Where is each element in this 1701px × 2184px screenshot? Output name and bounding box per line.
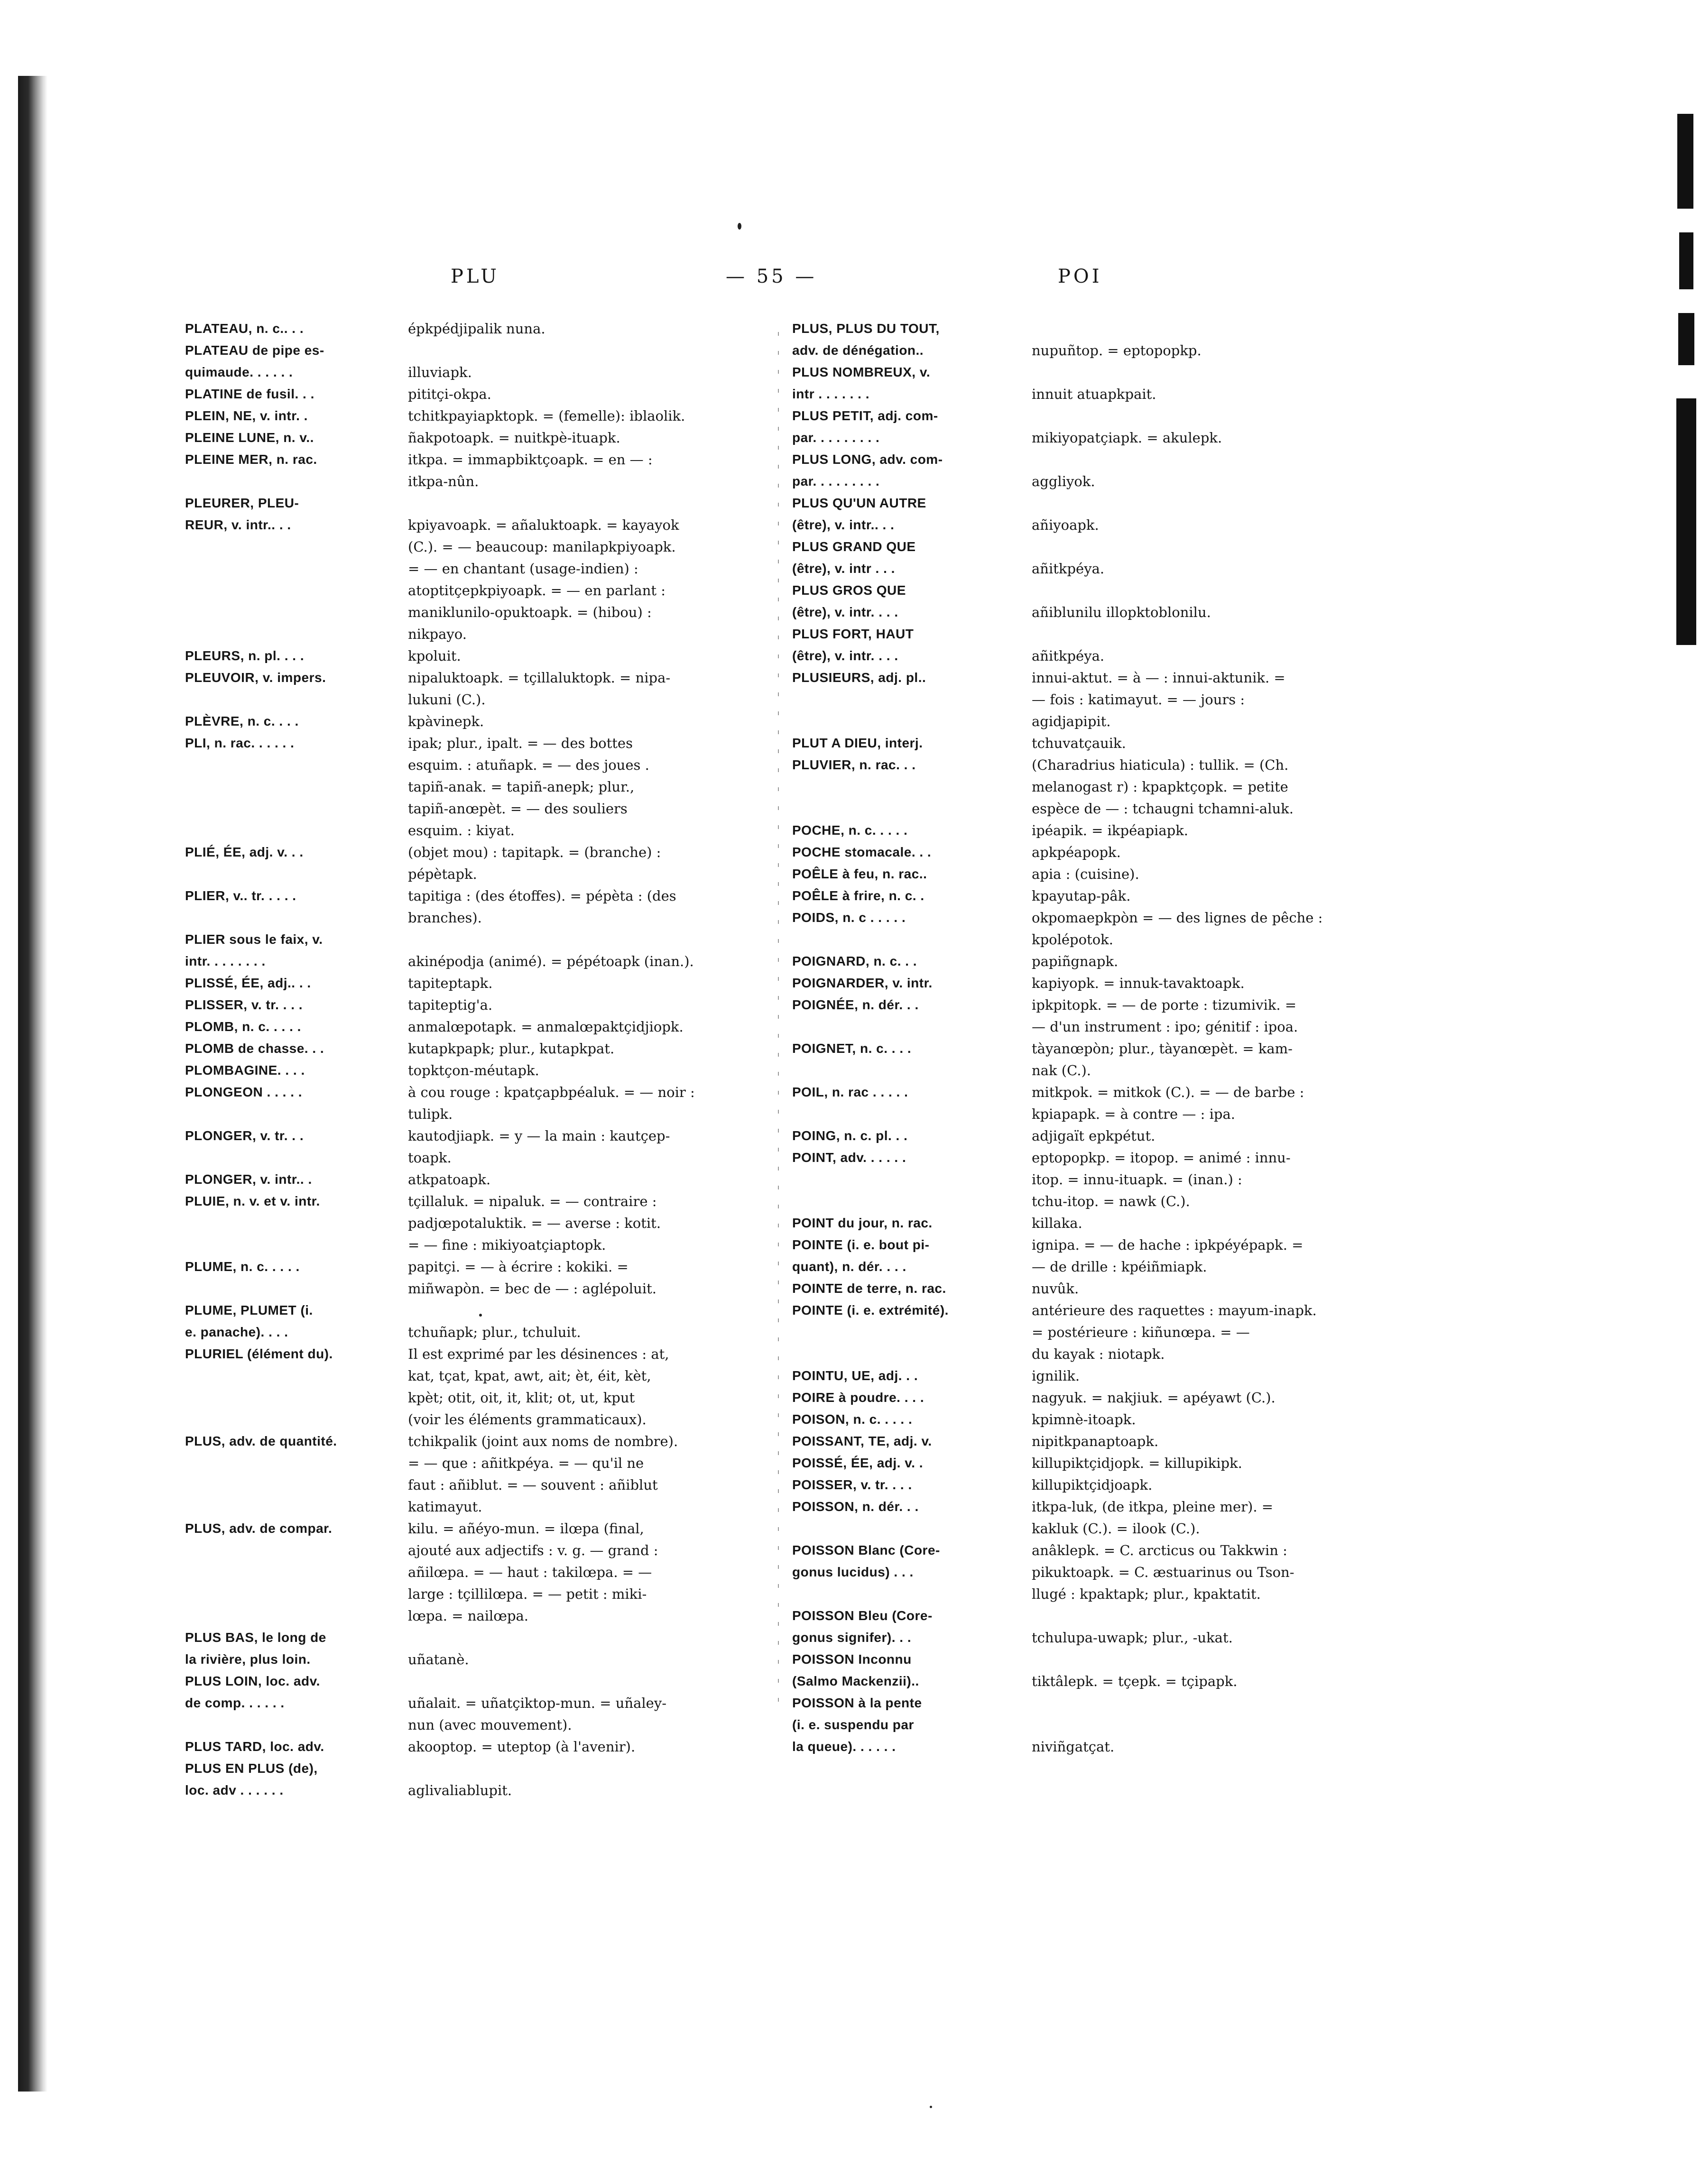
entry-translation: tchikpalik (joint aux noms de nombre). = — que : añitkpéya. = — qu'il ne faut : añiblut. = — souvent : añiblut katimayut. — [408, 1433, 678, 1515]
entry-headword: POISSÉ, ÉE, adj. v. . — [792, 1456, 924, 1470]
dictionary-entry — [185, 994, 768, 1016]
dictionary-entry — [792, 863, 1352, 885]
entry-headword: POIGNET, n. c. . . . — [792, 1041, 912, 1056]
dictionary-entry — [792, 492, 1352, 536]
dictionary-entry — [792, 405, 1352, 449]
entry-translation: añitkpéya. — [1032, 648, 1105, 664]
entry-translation: tiktâlepk. = tçepk. = tçipapk. — [1032, 1673, 1238, 1689]
dictionary-entry — [792, 885, 1352, 907]
entry-translation: kpayutap-pâk. — [1032, 888, 1131, 904]
entry-translation: antérieure des raquettes : mayum-inapk. = postérieure : kiñunœpa. = — du kayak : niotapk. — [1032, 1302, 1317, 1362]
dictionary-entry — [185, 1256, 768, 1299]
entry-headword: POISSER, v. tr. . . . — [792, 1477, 912, 1492]
entry-translation: tchuñapk; plur., tchuluit. — [408, 1324, 581, 1340]
entry-headword: PLUS EN PLUS (de), loc. adv . . . . . . — [185, 1761, 318, 1797]
dictionary-entry — [185, 667, 768, 710]
entry-translation: illuviapk. — [408, 364, 472, 380]
dictionary-entry — [792, 1278, 1352, 1299]
dictionary-entry — [792, 1649, 1352, 1692]
entry-translation: (objet mou) : tapitapk. = (branche) : pépètapk. — [408, 844, 661, 882]
entry-translation: nupuñtop. = eptopopkp. — [1032, 342, 1202, 359]
entry-translation: anmalœpotapk. = anmalœpaktçidjiopk. — [408, 1019, 684, 1035]
entry-translation: Il est exprimé par les désinences : at, kat, tçat, kpat, awt, ait; èt, éit, kèt, kpèt; otit, oit, it, klit; ot, ut, kput (voir les éléments grammaticaux). — [408, 1346, 669, 1428]
entry-translation: kilu. = añéyo-mun. = ilœpa (final, ajouté aux adjectifs : v. g. — grand : añilœpa. = — haut : takilœpa. = — large : tçillilœpa. = — petit : miki- lœpa. = nailœpa. — [408, 1521, 658, 1624]
entry-translation: itkpa-luk, (de itkpa, pleine mer). = kakluk (C.). = ilook (C.). — [1032, 1499, 1274, 1537]
entry-translation: uñalait. = uñatçiktop-mun. = uñaley- nun (avec mouvement). — [408, 1695, 667, 1733]
entry-headword: PLATEAU de pipe es- quimaude. . . . . . — [185, 343, 324, 379]
dictionary-entry — [792, 1409, 1352, 1430]
entry-translation: papiñgnapk. — [1032, 953, 1119, 969]
dictionary-entry — [792, 623, 1352, 667]
entry-headword: PLUS, PLUS DU TOUT, adv. de dénégation.. — [792, 321, 940, 358]
entry-headword: PLUS BAS, le long de la rivière, plus loin. — [185, 1630, 326, 1667]
scan-speck — [479, 1314, 482, 1317]
entry-translation: eptopopkp. = itopop. = animé : innu- itop. = innu-ituapk. = (inan.) : tchu-itop. = nawk (C.). — [1032, 1150, 1291, 1209]
entry-headword: POISSON Bleu (Core- gonus signifer). . . — [792, 1608, 933, 1645]
dictionary-entry — [185, 929, 768, 972]
dictionary-entry — [792, 1474, 1352, 1496]
entry-translation: nuvûk. — [1032, 1281, 1079, 1297]
dictionary-entry — [792, 994, 1352, 1038]
dictionary-entry — [792, 1081, 1352, 1125]
dictionary-entry — [185, 427, 768, 449]
entry-headword: POISSON Blanc (Core- gonus lucidus) . . . — [792, 1543, 940, 1579]
dictionary-entry — [185, 1670, 768, 1736]
entry-headword: PLATEAU, n. c.. . . — [185, 321, 304, 336]
entry-translation: tçillaluk. = nipaluk. = — contraire : padjœpotaluktik. = — averse : kotit. = — fine : mikiyoatçiaptopk. — [408, 1193, 661, 1253]
entry-headword: PLEINE LUNE, n. v.. — [185, 430, 314, 445]
entry-headword: POISON, n. c. . . . . — [792, 1412, 913, 1427]
entry-translation: innuit atuapkpait. — [1032, 386, 1156, 402]
entry-headword: POÊLE à frire, n. c. . — [792, 888, 924, 903]
dictionary-entry — [185, 1299, 768, 1343]
entry-headword: PLUME, n. c. . . . . — [185, 1259, 300, 1274]
entry-headword: POISSON à la pente (i. e. suspendu par la queue). . . . . . — [792, 1696, 922, 1754]
entry-headword: POISSON Inconnu (Salmo Mackenzii).. — [792, 1652, 919, 1688]
scan-binding-edge — [18, 76, 47, 2092]
scan-right-edge-marks — [1673, 114, 1701, 645]
dictionary-entry — [185, 841, 768, 885]
dictionary-entry — [792, 1605, 1352, 1649]
dictionary-entry — [185, 492, 768, 645]
dictionary-entry — [792, 1692, 1352, 1758]
entry-headword: PLUIE, n. v. et v. intr. — [185, 1194, 320, 1208]
dictionary-entry — [792, 1452, 1352, 1474]
running-head-left: PLU — [451, 266, 499, 287]
entry-translation: adjigaït epkpétut. — [1032, 1128, 1156, 1144]
dictionary-entry — [792, 1430, 1352, 1452]
entry-translation: anâklepk. = C. arcticus ou Takkwin : pikuktoapk. = C. æstuarinus ou Tson- llugé : kpaktapk; plur., kpaktatit. — [1032, 1542, 1294, 1602]
entry-translation: akooptop. = uteptop (à l'avenir). — [408, 1739, 636, 1755]
entry-translation: uñatanè. — [408, 1651, 469, 1668]
dictionary-entry — [792, 1539, 1352, 1605]
entry-headword: PLEIN, NE, v. intr. . — [185, 408, 308, 423]
entry-translation: killaka. — [1032, 1215, 1082, 1231]
entry-translation: tàyanœpòn; plur., tàyanœpèt. = kam- nak (C.). — [1032, 1041, 1293, 1078]
entry-translation: ñakpotoapk. = nuitkpè-ituapk. — [408, 430, 620, 446]
dictionary-entry — [792, 1038, 1352, 1081]
entry-headword: PLUS LONG, adv. com- par. . . . . . . . . — [792, 452, 943, 488]
entry-headword: PLOMBAGINE. . . . — [185, 1063, 305, 1078]
dictionary-entry — [792, 1147, 1352, 1212]
entry-translation: épkpédjipalik nuna. — [408, 321, 545, 337]
entry-translation: ipkpitopk. = — de porte : tizumivik. = — d'un instrument : ipo; génitif : ipoa. — [1032, 997, 1298, 1035]
entry-headword: POINT, adv. . . . . . — [792, 1150, 906, 1165]
entry-headword: PLÈVRE, n. c. . . . — [185, 714, 299, 728]
dictionary-entry — [792, 1496, 1352, 1539]
dictionary-entry — [185, 405, 768, 427]
entry-translation: niviñgatçat. — [1032, 1739, 1115, 1755]
entry-headword: POINTE de terre, n. rac. — [792, 1281, 946, 1296]
entry-translation: killupiktçidjopk. = killupikipk. — [1032, 1455, 1242, 1471]
entry-headword: POINTU, UE, adj. . . — [792, 1368, 918, 1383]
entry-headword: PLONGER, v. intr.. . — [185, 1172, 312, 1187]
running-head-right: POI — [1058, 266, 1102, 287]
entry-headword: PLATINE de fusil. . . — [185, 387, 314, 401]
dictionary-entry — [792, 1212, 1352, 1234]
dictionary-entry — [792, 667, 1352, 732]
entry-headword: PLEINE MER, n. rac. — [185, 452, 317, 467]
entry-headword: PLOMB, n. c. . . . . — [185, 1019, 301, 1034]
entry-translation: nagyuk. = nakjiuk. = apéyawt (C.). — [1032, 1390, 1276, 1406]
entry-translation: ipéapik. = ikpéapiapk. — [1032, 822, 1189, 839]
entry-translation: kapiyopk. = innuk-tavaktoapk. — [1032, 975, 1245, 991]
entry-translation: okpomaepkpòn = — des lignes de pêche : kpolépotok. — [1032, 910, 1323, 948]
entry-headword: PLIER, v.. tr. . . . . — [185, 888, 296, 903]
dictionary-entry — [185, 449, 768, 492]
entry-translation: ignipa. = — de hache : ipkpéyépapk. = — de drille : kpéiñmiapk. — [1032, 1237, 1303, 1275]
entry-translation: kutapkpapk; plur., kutapkpat. — [408, 1041, 615, 1057]
dictionary-entry — [185, 1736, 768, 1758]
entry-headword: PLEUVOIR, v. impers. — [185, 670, 326, 685]
entry-translation: kpimnè-itoapk. — [1032, 1411, 1136, 1428]
entry-headword: PLURIEL (élément du). — [185, 1346, 333, 1361]
entry-translation: apia : (cuisine). — [1032, 866, 1139, 882]
dictionary-entry — [185, 645, 768, 667]
entry-translation: apkpéapopk. — [1032, 844, 1121, 860]
entry-headword: POIDS, n. c . . . . . — [792, 910, 906, 925]
dictionary-entry — [185, 1125, 768, 1169]
entry-translation: tchuvatçauik. — [1032, 735, 1126, 751]
dictionary-entry — [185, 383, 768, 405]
entry-translation: tapitiga : (des étoffes). = pépèta : (des branches). — [408, 888, 676, 926]
entry-translation: akinépodja (animé). = pépétoapk (inan.). — [408, 953, 694, 969]
entry-translation: atkpatoapk. — [408, 1171, 491, 1188]
dictionary-entry — [185, 1169, 768, 1190]
entry-translation: aggliyok. — [1032, 473, 1095, 489]
entry-translation: innui-aktut. = à — : innui-aktunik. = — fois : katimayut. = — jours : agidjapipit. — [1032, 670, 1285, 729]
column-divider — [778, 332, 779, 1707]
dictionary-entry — [185, 318, 768, 340]
entry-translation: ipak; plur., ipalt. = — des bottes esquim. : atuñapk. = — des joues . tapiñ-anak. = tapiñ-anepk; plur., tapiñ-anœpèt. = — des souliers esquim. : kiyat. — [408, 735, 649, 839]
dictionary-entry — [185, 1016, 768, 1038]
entry-translation: (Charadrius hiaticula) : tullik. = (Ch. melanogast r) : kpapktçopk. = petite espèce de — : tchaugni tchamni-aluk. — [1032, 757, 1294, 817]
entry-headword: PLUS QU'UN AUTRE (être), v. intr.. . . — [792, 496, 926, 532]
page-header — [451, 266, 1115, 299]
entry-headword: POING, n. c. pl. . . — [792, 1128, 908, 1143]
entry-headword: POIGNÉE, n. dér. . . — [792, 997, 919, 1012]
entry-translation: ignilik. — [1032, 1368, 1080, 1384]
dictionary-entry — [792, 754, 1352, 820]
entry-headword: POISSANT, TE, adj. v. — [792, 1434, 932, 1448]
entry-headword: PLOMB de chasse. . . — [185, 1041, 324, 1056]
dictionary-entry — [792, 1365, 1352, 1387]
dictionary-entry — [185, 972, 768, 994]
dictionary-entry — [792, 1234, 1352, 1278]
entry-headword: POIRE à poudre. . . . — [792, 1390, 924, 1405]
entry-headword: PLUS, adv. de compar. — [185, 1521, 333, 1536]
entry-translation: nipaluktoapk. = tçillaluktopk. = nipa- lukuni (C.). — [408, 670, 671, 708]
dictionary-entry — [792, 449, 1352, 492]
entry-headword: POISSON, n. dér. . . — [792, 1499, 919, 1514]
entry-translation: aglivaliablupit. — [408, 1782, 512, 1798]
dictionary-entry — [185, 732, 768, 841]
entry-headword: PLIER sous le faix, v. intr. . . . . . . . — [185, 932, 323, 968]
dictionary-entry — [185, 1518, 768, 1627]
entry-headword: PLUS FORT, HAUT (être), v. intr. . . . — [792, 627, 914, 663]
entry-headword: PLISSÉ, ÉE, adj.. . . — [185, 976, 311, 990]
entry-translation: tchitkpayiapktopk. = (femelle): iblaolik. — [408, 408, 685, 424]
dictionary-entry — [792, 907, 1352, 950]
entry-headword: PLUME, PLUMET (i. e. panache). . . . — [185, 1303, 313, 1339]
entry-translation: añiyoapk. — [1032, 517, 1099, 533]
page-number: — 55 — — [726, 266, 817, 287]
dictionary-entry — [185, 340, 768, 383]
dictionary-entry — [185, 1627, 768, 1670]
scan-speck — [738, 223, 741, 230]
dictionary-entry — [792, 732, 1352, 754]
dictionary-entry — [185, 1430, 768, 1518]
dictionary-entry — [792, 950, 1352, 972]
entry-translation: pititçi-okpa. — [408, 386, 491, 402]
entry-headword: PLUSIEURS, adj. pl.. — [792, 670, 926, 685]
entry-headword: PLUT A DIEU, interj. — [792, 736, 923, 750]
entry-headword: POCHE stomacale. . . — [792, 845, 932, 859]
dictionary-entry — [185, 710, 768, 732]
entry-headword: POINT du jour, n. rac. — [792, 1216, 933, 1230]
entry-headword: PLUS LOIN, loc. adv. de comp. . . . . . — [185, 1674, 320, 1710]
dictionary-entry — [792, 972, 1352, 994]
entry-headword: POIL, n. rac . . . . . — [792, 1085, 908, 1099]
entry-headword: PLEURS, n. pl. . . . — [185, 648, 305, 663]
entry-headword: PLIÉ, ÉE, adj. v. . . — [185, 845, 304, 859]
right-column — [792, 318, 1352, 1758]
dictionary-entry — [185, 1060, 768, 1081]
entry-translation: mitkpok. = mitkok (C.). = — de barbe : kpiapapk. = à contre — : ipa. — [1032, 1084, 1304, 1122]
dictionary-entry — [792, 1387, 1352, 1409]
entry-headword: PLUS NOMBREUX, v. intr . . . . . . . — [792, 365, 931, 401]
dictionary-entry — [792, 1125, 1352, 1147]
entry-headword: PLONGER, v. tr. . . — [185, 1128, 304, 1143]
entry-headword: POÊLE à feu, n. rac.. — [792, 866, 927, 881]
entry-headword: PLEURER, PLEU- REUR, v. intr.. . . — [185, 496, 299, 532]
entry-translation: tchulupa-uwapk; plur., -ukat. — [1032, 1630, 1233, 1646]
entry-headword: PLUS GROS QUE (être), v. intr. . . . — [792, 583, 906, 619]
entry-headword: PLUS TARD, loc. adv. — [185, 1739, 324, 1754]
entry-translation: añitkpéya. — [1032, 561, 1105, 577]
entry-headword: PLI, n. rac. . . . . . — [185, 736, 295, 750]
dictionary-entry — [792, 361, 1352, 405]
entry-translation: tapiteptapk. — [408, 975, 493, 991]
dictionary-entry — [185, 1190, 768, 1256]
dictionary-entry — [792, 318, 1352, 361]
entry-headword: POINTE (i. e. bout pi- quant), n. dér. . . . — [792, 1237, 930, 1274]
entry-headword: PLUVIER, n. rac. . . — [792, 757, 916, 772]
entry-translation: mikiyopatçiapk. = akulepk. — [1032, 430, 1222, 446]
dictionary-entry — [792, 536, 1352, 580]
left-column — [185, 318, 768, 1801]
entry-headword: POIGNARD, n. c. . . — [792, 954, 917, 968]
entry-translation: tapiteptig'a. — [408, 997, 493, 1013]
dictionary-entry — [185, 1038, 768, 1060]
entry-translation: topktçon-méutapk. — [408, 1062, 539, 1078]
dictionary-entry — [792, 1299, 1352, 1365]
entry-headword: POCHE, n. c. . . . . — [792, 823, 908, 838]
entry-translation: killupiktçidjoapk. — [1032, 1477, 1153, 1493]
dictionary-entry — [185, 1081, 768, 1125]
entry-headword: PLUS GRAND QUE (être), v. intr . . . — [792, 539, 916, 576]
dictionary-entry — [185, 885, 768, 929]
scan-speck — [930, 2106, 932, 2108]
entry-translation: papitçi. = — à écrire : kokiki. = miñwapòn. = bec de — : aglépoluit. — [408, 1259, 656, 1297]
entry-headword: PLISSER, v. tr. . . . — [185, 997, 303, 1012]
dictionary-entry — [792, 580, 1352, 623]
entry-translation: kpiyavoapk. = añaluktoapk. = kayayok (C.). = — beaucoup: manilapkpiyoapk. = — en chantant (usage-indien) : atoptitçepkpiyoapk. = — en parlant : maniklunilo-opuktoapk. = (hibou) : nikpayo. — [408, 517, 679, 642]
dictionary-entry — [185, 1758, 768, 1801]
dictionary-entry — [792, 841, 1352, 863]
entry-translation: nipitkpanaptoapk. — [1032, 1433, 1159, 1449]
dictionary-entry — [792, 820, 1352, 841]
entry-headword: PLUS, adv. de quantité. — [185, 1434, 337, 1448]
entry-translation: kautodjiapk. = y — la main : kautçep- toapk. — [408, 1128, 670, 1166]
entry-translation: añiblunilu illopktoblonilu. — [1032, 604, 1211, 620]
entry-headword: PLONGEON . . . . . — [185, 1085, 303, 1099]
entry-translation: kpàvinepk. — [408, 713, 484, 729]
dictionary-entry — [185, 1343, 768, 1430]
entry-headword: PLUS PETIT, adj. com- par. . . . . . . . . — [792, 408, 938, 445]
entry-headword: POINTE (i. e. extrémité). — [792, 1303, 949, 1318]
entry-translation: à cou rouge : kpatçapbpéaluk. = — noir : tulipk. — [408, 1084, 695, 1122]
entry-translation: itkpa. = immapbiktçoapk. = en — : itkpa-nûn. — [408, 452, 653, 489]
entry-translation: kpoluit. — [408, 648, 461, 664]
entry-headword: POIGNARDER, v. intr. — [792, 976, 933, 990]
